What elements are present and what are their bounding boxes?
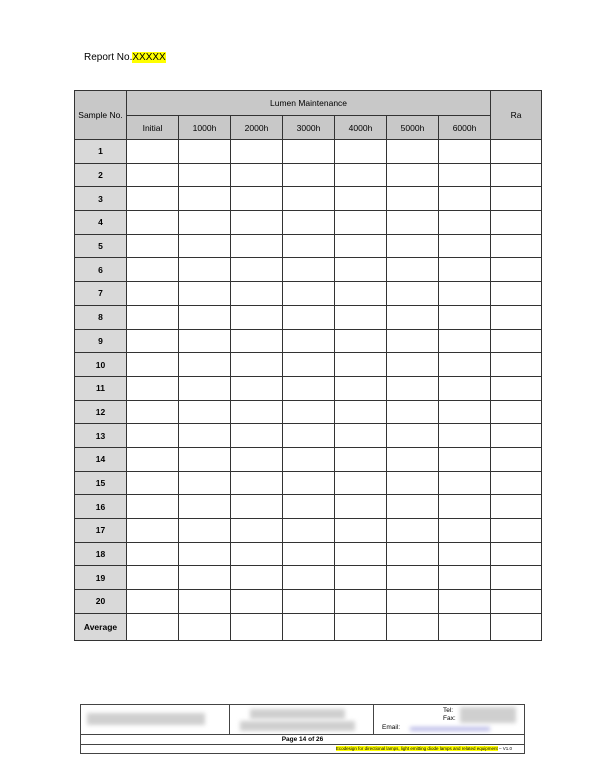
ra-value-cell [491, 258, 542, 282]
table-row [75, 566, 542, 590]
measurement-cell [179, 400, 231, 424]
measurement-cell [439, 424, 491, 448]
ra-value-cell [491, 282, 542, 306]
measurement-cell [179, 140, 231, 164]
measurement-cell [439, 566, 491, 590]
measurement-cell [387, 590, 439, 614]
sample-number-cell: 19 [75, 566, 127, 590]
measurement-cell [231, 400, 283, 424]
measurement-cell [439, 353, 491, 377]
ra-value-cell [491, 566, 542, 590]
sample-number-cell: 2 [75, 163, 127, 187]
table-row [75, 353, 542, 377]
measurement-cell [439, 471, 491, 495]
measurement-cell [335, 282, 387, 306]
sample-number-cell: 15 [75, 471, 127, 495]
footer-doc-title-text: Ecodesign for directional lamps, light emitting diode lamps and related equipment [335, 746, 498, 751]
measurement-cell [283, 542, 335, 566]
ra-value-cell [491, 329, 542, 353]
table-row [75, 187, 542, 211]
measurement-cell [231, 590, 283, 614]
sample-number-cell: 3 [75, 187, 127, 211]
measurement-cell [335, 566, 387, 590]
table-row [75, 163, 542, 187]
measurement-cell [387, 447, 439, 471]
measurement-cell [127, 305, 179, 329]
measurement-cell [179, 424, 231, 448]
column-header: 3000h [283, 116, 335, 140]
measurement-cell [335, 187, 387, 211]
measurement-cell [439, 613, 491, 640]
measurement-cell [283, 234, 335, 258]
measurement-cell [387, 234, 439, 258]
measurement-cell [231, 542, 283, 566]
measurement-cell [335, 495, 387, 519]
measurement-cell [335, 400, 387, 424]
footer-fax-label: Fax: [443, 715, 456, 722]
measurement-cell [231, 424, 283, 448]
measurement-cell [179, 329, 231, 353]
measurement-cell [127, 140, 179, 164]
measurement-cell [179, 519, 231, 543]
measurement-cell [283, 495, 335, 519]
page-footer [80, 704, 525, 754]
measurement-cell [387, 329, 439, 353]
measurement-cell [179, 282, 231, 306]
measurement-cell [387, 163, 439, 187]
measurement-cell [283, 258, 335, 282]
ra-value-cell [491, 400, 542, 424]
measurement-cell [231, 376, 283, 400]
table-row [75, 471, 542, 495]
ra-value-cell [491, 211, 542, 235]
measurement-cell [179, 447, 231, 471]
sample-number-cell: 13 [75, 424, 127, 448]
sample-number-cell: Average [75, 613, 127, 640]
measurement-cell [283, 447, 335, 471]
measurement-cell [283, 140, 335, 164]
table-row [75, 234, 542, 258]
measurement-cell [335, 542, 387, 566]
sample-number-cell: 5 [75, 234, 127, 258]
lumen-maintenance-header: Lumen Maintenance [127, 91, 491, 116]
measurement-cell [127, 163, 179, 187]
measurement-cell [127, 400, 179, 424]
measurement-cell [179, 613, 231, 640]
ra-value-cell [491, 305, 542, 329]
measurement-cell [387, 519, 439, 543]
average-row [75, 613, 542, 640]
measurement-cell [179, 376, 231, 400]
measurement-cell [231, 495, 283, 519]
measurement-cell [283, 613, 335, 640]
measurement-cell [283, 163, 335, 187]
sample-number-cell: 16 [75, 495, 127, 519]
measurement-cell [179, 187, 231, 211]
measurement-cell [335, 519, 387, 543]
measurement-cell [127, 187, 179, 211]
table-row [75, 542, 542, 566]
sample-number-cell: 4 [75, 211, 127, 235]
measurement-cell [283, 376, 335, 400]
measurement-cell [127, 495, 179, 519]
table-row [75, 400, 542, 424]
measurement-cell [387, 187, 439, 211]
ra-value-cell [491, 495, 542, 519]
ra-value-cell [491, 353, 542, 377]
sample-number-cell: 14 [75, 447, 127, 471]
measurement-cell [387, 376, 439, 400]
sample-number-cell: 10 [75, 353, 127, 377]
measurement-cell [439, 376, 491, 400]
measurement-cell [439, 400, 491, 424]
footer-email-label: Email: [382, 724, 401, 731]
measurement-cell [439, 542, 491, 566]
measurement-cell [439, 163, 491, 187]
measurement-cell [335, 447, 387, 471]
measurement-cell [387, 400, 439, 424]
measurement-cell [387, 258, 439, 282]
measurement-cell [387, 211, 439, 235]
measurement-cell [283, 590, 335, 614]
measurement-cell [179, 495, 231, 519]
report-number-value: XXXXX [132, 52, 166, 63]
table-row [75, 140, 542, 164]
measurement-cell [127, 613, 179, 640]
lumen-maintenance-table [74, 90, 542, 641]
measurement-cell [439, 282, 491, 306]
measurement-cell [335, 471, 387, 495]
sample-no-header: Sample No. [75, 91, 127, 140]
measurement-cell [179, 258, 231, 282]
table-row [75, 495, 542, 519]
measurement-cell [439, 140, 491, 164]
ra-value-cell [491, 447, 542, 471]
table-row [75, 447, 542, 471]
table-row [75, 282, 542, 306]
measurement-cell [127, 329, 179, 353]
measurement-cell [439, 447, 491, 471]
measurement-cell [335, 329, 387, 353]
column-header: 4000h [335, 116, 387, 140]
measurement-cell [439, 234, 491, 258]
measurement-cell [127, 542, 179, 566]
footer-company-cell [81, 705, 230, 734]
table-row [75, 519, 542, 543]
measurement-cell [387, 471, 439, 495]
column-header: 5000h [387, 116, 439, 140]
measurement-cell [439, 211, 491, 235]
ra-value-cell [491, 376, 542, 400]
measurement-cell [335, 234, 387, 258]
measurement-cell [387, 282, 439, 306]
measurement-cell [231, 566, 283, 590]
column-header: 6000h [439, 116, 491, 140]
footer-logo-cell [230, 705, 374, 734]
measurement-cell [283, 471, 335, 495]
measurement-cell [179, 353, 231, 377]
measurement-cell [439, 258, 491, 282]
measurement-cell [179, 163, 231, 187]
measurement-cell [283, 400, 335, 424]
measurement-cell [127, 376, 179, 400]
measurement-cell [283, 566, 335, 590]
ra-value-cell [491, 187, 542, 211]
sample-number-cell: 8 [75, 305, 127, 329]
measurement-cell [283, 305, 335, 329]
ra-value-cell [491, 519, 542, 543]
measurement-cell [335, 140, 387, 164]
ra-value-cell [491, 613, 542, 640]
footer-version: – V1.0 [497, 746, 512, 751]
measurement-cell [127, 447, 179, 471]
measurement-cell [387, 305, 439, 329]
sample-number-cell: 6 [75, 258, 127, 282]
measurement-cell [387, 542, 439, 566]
sample-number-cell: 9 [75, 329, 127, 353]
measurement-cell [231, 305, 283, 329]
table-row [75, 305, 542, 329]
measurement-cell [127, 282, 179, 306]
sample-number-cell: 18 [75, 542, 127, 566]
measurement-cell [387, 566, 439, 590]
measurement-cell [283, 187, 335, 211]
measurement-cell [335, 353, 387, 377]
measurement-cell [179, 305, 231, 329]
measurement-cell [387, 495, 439, 519]
measurement-cell [127, 211, 179, 235]
measurement-cell [387, 353, 439, 377]
ra-value-cell [491, 471, 542, 495]
measurement-cell [179, 471, 231, 495]
footer-doc-title [81, 745, 524, 753]
measurement-cell [231, 163, 283, 187]
measurement-cell [439, 519, 491, 543]
measurement-cell [335, 305, 387, 329]
measurement-cell [127, 590, 179, 614]
measurement-cell [127, 424, 179, 448]
measurement-cell [439, 590, 491, 614]
measurement-cell [127, 353, 179, 377]
measurement-cell [283, 329, 335, 353]
measurement-cell [335, 613, 387, 640]
column-header: 2000h [231, 116, 283, 140]
ra-value-cell [491, 163, 542, 187]
measurement-cell [231, 187, 283, 211]
column-header: 1000h [179, 116, 231, 140]
measurement-cell [335, 258, 387, 282]
measurement-cell [439, 329, 491, 353]
measurement-cell [231, 519, 283, 543]
ra-value-cell [491, 234, 542, 258]
sample-number-cell: 7 [75, 282, 127, 306]
table-row [75, 329, 542, 353]
measurement-cell [231, 613, 283, 640]
ra-value-cell [491, 590, 542, 614]
measurement-cell [335, 211, 387, 235]
measurement-cell [335, 590, 387, 614]
measurement-cell [179, 211, 231, 235]
footer-page-number: Page 14 of 26 [81, 735, 524, 745]
ra-value-cell [491, 424, 542, 448]
measurement-cell [231, 329, 283, 353]
table-row [75, 376, 542, 400]
measurement-cell [231, 353, 283, 377]
sample-number-cell: 12 [75, 400, 127, 424]
column-header: Initial [127, 116, 179, 140]
measurement-cell [283, 424, 335, 448]
measurement-cell [231, 140, 283, 164]
footer-tel-label: Tel: [443, 707, 454, 714]
sample-number-cell: 11 [75, 376, 127, 400]
measurement-cell [335, 163, 387, 187]
measurement-cell [283, 282, 335, 306]
table-row [75, 258, 542, 282]
measurement-cell [231, 447, 283, 471]
measurement-cell [335, 424, 387, 448]
measurement-cell [127, 471, 179, 495]
ra-value-cell [491, 140, 542, 164]
measurement-cell [387, 424, 439, 448]
measurement-cell [231, 258, 283, 282]
report-number-label: Report No. [84, 52, 133, 63]
measurement-cell [127, 566, 179, 590]
ra-value-cell [491, 542, 542, 566]
measurement-cell [179, 234, 231, 258]
measurement-cell [231, 211, 283, 235]
ra-header: Ra [491, 91, 542, 140]
measurement-cell [283, 211, 335, 235]
measurement-cell [127, 258, 179, 282]
table-row [75, 424, 542, 448]
measurement-cell [439, 187, 491, 211]
measurement-cell [127, 519, 179, 543]
sample-number-cell: 17 [75, 519, 127, 543]
measurement-cell [335, 376, 387, 400]
footer-contact-cell [374, 705, 524, 734]
measurement-cell [387, 613, 439, 640]
measurement-cell [231, 471, 283, 495]
measurement-cell [179, 590, 231, 614]
measurement-cell [127, 234, 179, 258]
measurement-cell [439, 305, 491, 329]
sample-number-cell: 20 [75, 590, 127, 614]
sample-number-cell: 1 [75, 140, 127, 164]
measurement-cell [283, 519, 335, 543]
measurement-cell [179, 542, 231, 566]
measurement-cell [387, 140, 439, 164]
table-row [75, 211, 542, 235]
measurement-cell [283, 353, 335, 377]
measurement-cell [439, 495, 491, 519]
measurement-cell [179, 566, 231, 590]
table-row [75, 590, 542, 614]
report-number [84, 52, 166, 63]
measurement-cell [231, 282, 283, 306]
measurement-cell [231, 234, 283, 258]
